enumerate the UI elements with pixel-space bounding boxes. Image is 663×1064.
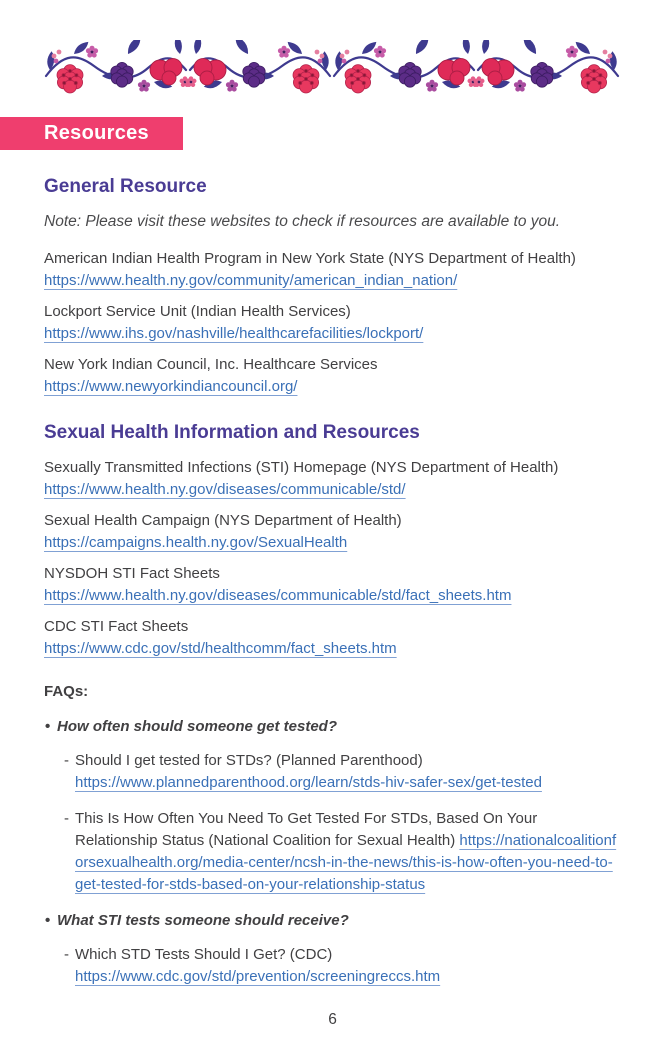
resource-title: Lockport Service Unit (Indian Health Services)	[44, 303, 351, 320]
resource-title: New York Indian Council, Inc. Healthcare Services	[44, 356, 378, 373]
resource-entry	[44, 248, 621, 292]
resource-link[interactable]: https://www.health.ny.gov/diseases/communicable/std/	[44, 481, 406, 498]
faq-questions	[44, 716, 621, 988]
faq-item-title: Which STD Tests Should I Get? (CDC)	[75, 946, 333, 963]
faq-item-link[interactable]: https://nationalcoalitionforsexualhealth.org/media-center/ncsh-in-the-news/this-is-how-often-you-need-to-get-tested-for-stds-based-on-your-relationship-status	[75, 832, 617, 893]
section-sexual-health-info	[44, 422, 621, 660]
faq-label: FAQs:	[44, 683, 89, 700]
resource-link[interactable]: https://www.health.ny.gov/diseases/communicable/std/fact_sheets.htm	[44, 587, 512, 604]
resource-entry	[44, 354, 621, 398]
resource-entry	[44, 301, 621, 345]
dash-icon: -	[64, 810, 69, 827]
faq-item	[44, 750, 621, 794]
resource-link[interactable]: https://campaigns.health.ny.gov/SexualHealth	[44, 534, 348, 551]
resource-link[interactable]: https://www.newyorkindiancouncil.org/	[44, 378, 298, 395]
resource-entry	[44, 457, 621, 501]
faq-question-testing-frequency	[44, 716, 621, 738]
resource-entry	[44, 616, 621, 660]
faq-item-link[interactable]: https://www.plannedparenthood.org/learn/stds-hiv-safer-sex/get-tested	[75, 774, 542, 791]
availability-note: Note: Please visit these websites to check if resources are available to you.	[44, 213, 561, 230]
faq-question-text: What STI tests someone should receive?	[57, 912, 349, 929]
bullet-icon: •	[45, 912, 51, 929]
faq-item-link[interactable]: https://www.cdc.gov/std/prevention/screeningreccs.htm	[75, 968, 441, 985]
resource-entry	[44, 510, 621, 554]
resource-link[interactable]: https://www.cdc.gov/std/healthcomm/fact_sheets.htm	[44, 640, 397, 657]
section-heading-sexual-health: Sexual Health Information and Resources	[44, 422, 420, 443]
resource-link[interactable]: https://www.health.ny.gov/community/american_indian_nation/	[44, 272, 458, 289]
faq-question-which-tests	[44, 910, 621, 932]
resource-title: Sexual Health Campaign (NYS Department of Health)	[44, 512, 402, 529]
resource-title: Sexually Transmitted Infections (STI) Homepage (NYS Department of Health)	[44, 459, 559, 476]
resource-entry	[44, 563, 621, 607]
bullet-icon: •	[45, 718, 51, 735]
floral-garland-image	[44, 40, 620, 102]
page-content	[0, 150, 663, 1031]
resource-title: NYSDOH STI Fact Sheets	[44, 565, 220, 582]
page-number: 6	[328, 1011, 337, 1028]
faq-item-title: Should I get tested for STDs? (Planned Parenthood)	[75, 752, 423, 769]
resource-title: CDC STI Fact Sheets	[44, 618, 189, 635]
section-heading-general-resource: General Resource	[44, 176, 207, 197]
faq-item	[44, 808, 621, 896]
faq-item-title: This Is How Often You Need To Get Tested For STDs, Based On Your Relationship Status (National Coalition for Sexual Health)	[75, 810, 538, 849]
dash-icon: -	[64, 752, 69, 769]
faq-question-text: How often should someone get tested?	[57, 718, 338, 735]
dash-icon: -	[64, 946, 69, 963]
faq-item	[44, 944, 621, 988]
resources-banner	[0, 117, 183, 150]
floral-border	[44, 40, 620, 102]
resource-link[interactable]: https://www.ihs.gov/nashville/healthcarefacilities/lockport/	[44, 325, 424, 342]
resource-title: American Indian Health Program in New York State (NYS Department of Health)	[44, 250, 576, 267]
faq-section	[44, 681, 621, 988]
resources-banner-label: Resources	[44, 122, 149, 144]
section-general-resource	[44, 176, 621, 398]
